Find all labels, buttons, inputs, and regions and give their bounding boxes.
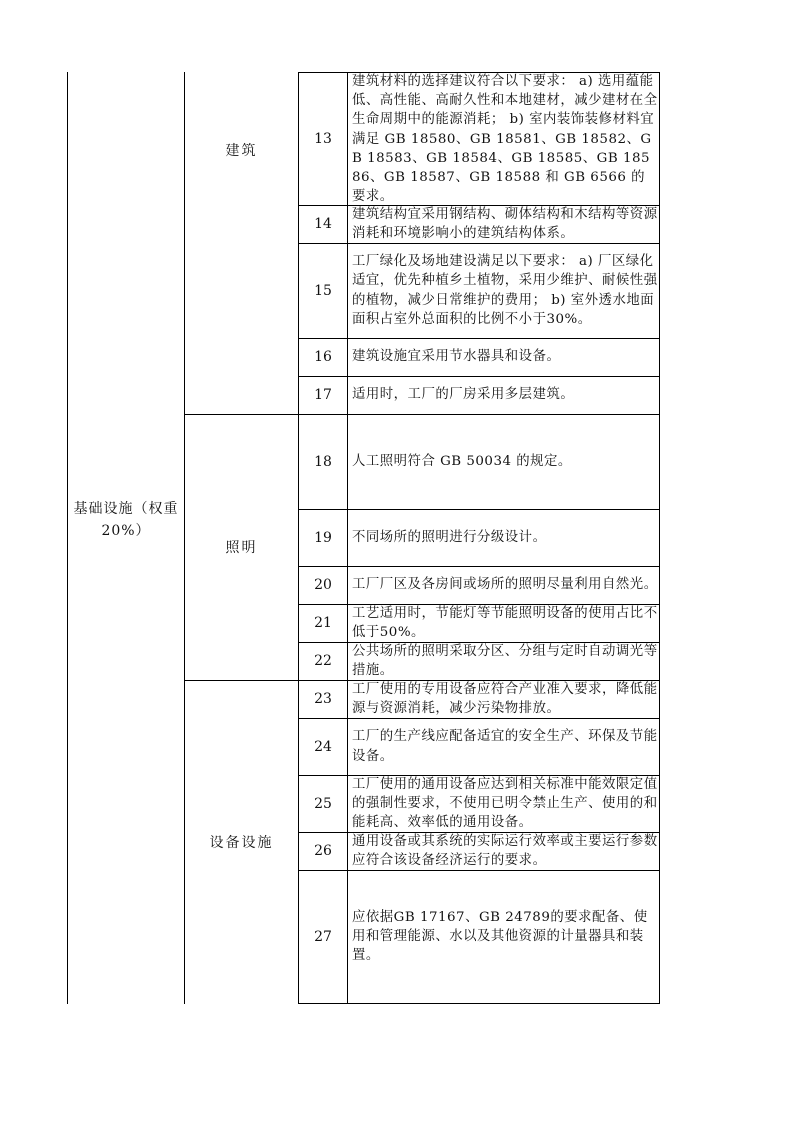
- row-number: 14: [314, 216, 332, 232]
- row-number: 26: [314, 843, 332, 859]
- table-divider-number: [347, 72, 348, 1004]
- requirement-cell: [352, 604, 658, 642]
- requirement-text: 人工照明符合 GB 50034 的规定。: [352, 453, 572, 469]
- requirement-cell: [352, 832, 658, 870]
- requirement-cell: [352, 642, 658, 680]
- table-border-right: [659, 72, 660, 1004]
- row-number: 24: [314, 738, 332, 755]
- requirement-cell: [352, 775, 658, 832]
- row-number: 19: [314, 529, 332, 546]
- row-number: 17: [314, 387, 332, 403]
- row-number: 21: [314, 615, 332, 631]
- row-number: 20: [314, 577, 332, 593]
- requirement-cell: [352, 414, 658, 509]
- requirement-cell: [352, 680, 658, 718]
- requirement-cell: [352, 566, 658, 604]
- table-border-left: [67, 72, 68, 1004]
- requirement-cell: [352, 338, 658, 376]
- row-line: [298, 1003, 660, 1004]
- requirement-text: 建筑结构宜采用钢结构、砌体结构和木结构等资源消耗和环境影响小的建筑结构体系。: [352, 206, 658, 241]
- requirement-text: 工厂的生产线应配备适宜的安全生产、环保及节能设备。: [352, 729, 658, 764]
- requirement-cell: [352, 72, 658, 205]
- group-label-lighting: 照明: [225, 540, 258, 556]
- row-number: 15: [314, 282, 332, 299]
- requirement-cell: [352, 509, 658, 566]
- group-label-equipment: 设备设施: [209, 834, 274, 851]
- row-number: 25: [314, 795, 332, 812]
- requirement-text: 工厂使用的通用设备应达到相关标准中能效限定值的强制性要求，不使用已明令禁止生产、使用的和能耗高、效率低的通用设备。: [352, 776, 658, 831]
- requirement-cell: [352, 376, 658, 414]
- row-number: 16: [314, 349, 332, 365]
- row-number: 13: [314, 130, 332, 147]
- requirement-text: 工厂厂区及各房间或场所的照明尽量利用自然光。: [352, 577, 658, 593]
- main-category-label: 基础设施（权重20%）: [73, 501, 179, 539]
- requirement-text: 工艺适用时，节能灯等节能照明设备的使用占比不低于50%。: [352, 605, 658, 640]
- requirement-text: 应依据GB 17167、GB 24789的要求配备、使用和管理能源、水以及其他资源的计量器具和装置。: [352, 909, 648, 964]
- requirement-cell: [352, 870, 658, 1003]
- row-number: 22: [314, 653, 332, 669]
- group-label-building: 建筑: [225, 142, 258, 159]
- requirement-text: 工厂使用的专用设备应符合产业准入要求，降低能源与资源消耗，减少污染物排放。: [352, 681, 658, 716]
- row-number: 23: [314, 691, 332, 707]
- requirement-text: 建筑材料的选择建议符合以下要求： a) 选用蕴能低、高性能、高耐久性和本地建材，减少建材在全生命周期中的能源消耗； b) 室内装饰装修材料宜满足 GB 18580、GB 18581、GB 18582、GB 18583、GB 18584、GB 18585、GB 18586、GB 18587、GB 18588 和 GB 6566 的要求。: [352, 74, 658, 205]
- requirement-cell: [352, 205, 658, 243]
- row-number: 27: [314, 928, 332, 945]
- requirement-text: 适用时，工厂的厂房采用多层建筑。: [352, 387, 575, 403]
- requirement-text: 不同场所的照明进行分级设计。: [352, 529, 547, 545]
- requirement-text: 公共场所的照明采取分区、分组与定时自动调光等措施。: [352, 643, 658, 678]
- requirement-cell: [352, 718, 658, 775]
- requirement-text: 建筑设施宜采用节水器具和设备。: [352, 349, 561, 365]
- row-number: 18: [314, 453, 332, 470]
- requirement-text: 通用设备或其系统的实际运行效率或主要运行参数应符合该设备经济运行的要求。: [352, 833, 658, 868]
- requirement-text: 工厂绿化及场地建设满足以下要求： a) 厂区绿化适宜，优先种植乡土植物，采用少维护、耐候性强的植物，减少日常维护的费用； b) 室外透水地面面积占室外总面积的比例不小于30%。: [352, 254, 658, 327]
- requirement-cell: [352, 243, 658, 338]
